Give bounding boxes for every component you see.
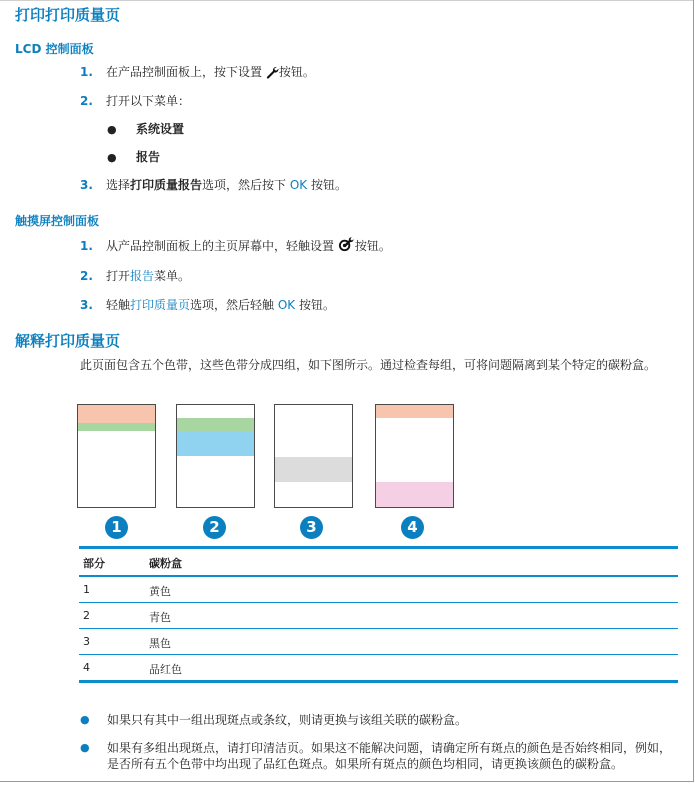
group-number-badge-2: 2 <box>203 516 226 539</box>
band-group-4 <box>375 404 454 508</box>
step-text-end: 按钮。 <box>295 298 336 312</box>
menu-link-print-quality-page[interactable]: 打印质量页 <box>130 298 191 312</box>
band-gray <box>275 457 352 482</box>
group-number-badge-4: 4 <box>401 516 424 539</box>
menu-option-name: 打印质量报告 <box>130 178 203 192</box>
lcd-step-3 <box>80 177 347 193</box>
step-text-end: 菜单。 <box>154 269 191 283</box>
step-text: 轻触 <box>106 298 131 312</box>
touch-step-3 <box>80 297 335 313</box>
band-group-2 <box>176 404 255 508</box>
band-cyan <box>177 431 254 456</box>
band-peach <box>78 405 155 423</box>
table-row <box>79 629 678 655</box>
bullet-item <box>80 712 676 728</box>
table-header-row <box>79 549 678 577</box>
menu-link-reports[interactable]: 报告 <box>130 269 155 283</box>
cell-cartridge: 黄色 <box>149 585 171 598</box>
cell-cartridge: 黑色 <box>149 637 171 650</box>
bullet-text: 如果有多组出现斑点，请打印清洁页。如果这不能解决问题，请确定所有斑点的颜色是否始终相同，例如，是否所有五个色带中均出现了品红色斑点。如果所有斑点的颜色均相同，请更换该颜色的碳粉盒。 <box>107 741 672 771</box>
submenu-label: 报告 <box>136 150 161 164</box>
header-cartridge: 碳粉盒 <box>149 557 182 570</box>
lcd-step-1 <box>80 64 315 83</box>
step-number: 1. <box>80 65 93 79</box>
band-group-1 <box>77 404 156 508</box>
step-number: 2. <box>80 269 93 283</box>
step-number: 3. <box>80 178 93 192</box>
cell-section: 3 <box>83 635 90 648</box>
touch-step-2 <box>80 268 190 284</box>
step-text: 选择 <box>106 178 131 192</box>
bullet-text: 如果只有其中一组出现斑点或条纹，则请更换与该组关联的碳粉盒。 <box>107 713 468 727</box>
toner-cartridge-table <box>79 546 678 683</box>
step-text-end: 按钮。 <box>307 178 348 192</box>
cell-section: 1 <box>83 583 90 596</box>
cell-cartridge: 青色 <box>149 611 171 624</box>
bullet-icon: ● <box>80 713 90 726</box>
step-text-end: 按钮。 <box>354 239 391 253</box>
band-peach <box>376 405 453 418</box>
bullet-icon: ● <box>80 741 90 754</box>
bullet-icon: ● <box>107 123 117 136</box>
band-group-3 <box>274 404 353 508</box>
step-number: 2. <box>80 94 93 108</box>
bullet-icon: ● <box>107 151 117 164</box>
band-green <box>78 423 155 431</box>
group-number-badge-1: 1 <box>105 516 128 539</box>
table-row <box>79 577 678 603</box>
top-divider <box>0 0 693 1</box>
heading-touchscreen-panel: 触摸屏控制面板 <box>15 214 100 228</box>
heading-lcd-panel: LCD 控制面板 <box>15 42 94 56</box>
step-text: 在产品控制面板上，按下设置 <box>106 65 263 79</box>
step-text-mid: 选项，然后按下 <box>202 178 290 192</box>
group-number-badge-3: 3 <box>300 516 323 539</box>
band-pink <box>376 482 453 507</box>
step-text: 打开以下菜单： <box>106 94 191 108</box>
step-text: 从产品控制面板上的主页屏幕中，轻触设置 <box>106 239 335 253</box>
section-title-interpret-page: 解释打印质量页 <box>15 332 121 350</box>
intro-paragraph: 此页面包含五个色带，这些色带分成四组，如下图所示。通过检查每组，可将问题隔离到某个特定的碳粉盒。 <box>80 358 657 372</box>
lcd-step-2 <box>80 93 190 109</box>
step-number: 3. <box>80 298 93 312</box>
ok-label: OK <box>277 298 296 312</box>
step-text-mid: 选项，然后轻触 <box>190 298 278 312</box>
section-title-print-quality-page: 打印打印质量页 <box>15 6 121 24</box>
bullet-item <box>80 740 676 772</box>
ok-label: OK <box>289 178 308 192</box>
header-section: 部分 <box>83 557 105 570</box>
wrench-icon <box>266 66 279 83</box>
cell-section: 2 <box>83 609 90 622</box>
cell-cartridge: 品红色 <box>149 663 182 676</box>
submenu-item-system-setup <box>107 121 184 138</box>
step-text: 打开 <box>106 269 131 283</box>
step-number: 1. <box>80 239 93 253</box>
submenu-item-reports <box>107 149 160 166</box>
band-green <box>177 418 254 431</box>
table-row <box>79 603 678 629</box>
touch-step-1 <box>80 236 391 257</box>
cell-section: 4 <box>83 661 90 674</box>
table-row <box>79 655 678 683</box>
submenu-label: 系统设置 <box>136 122 185 136</box>
setup-gear-wrench-icon <box>338 236 355 257</box>
step-text-end: 按钮。 <box>278 65 315 79</box>
